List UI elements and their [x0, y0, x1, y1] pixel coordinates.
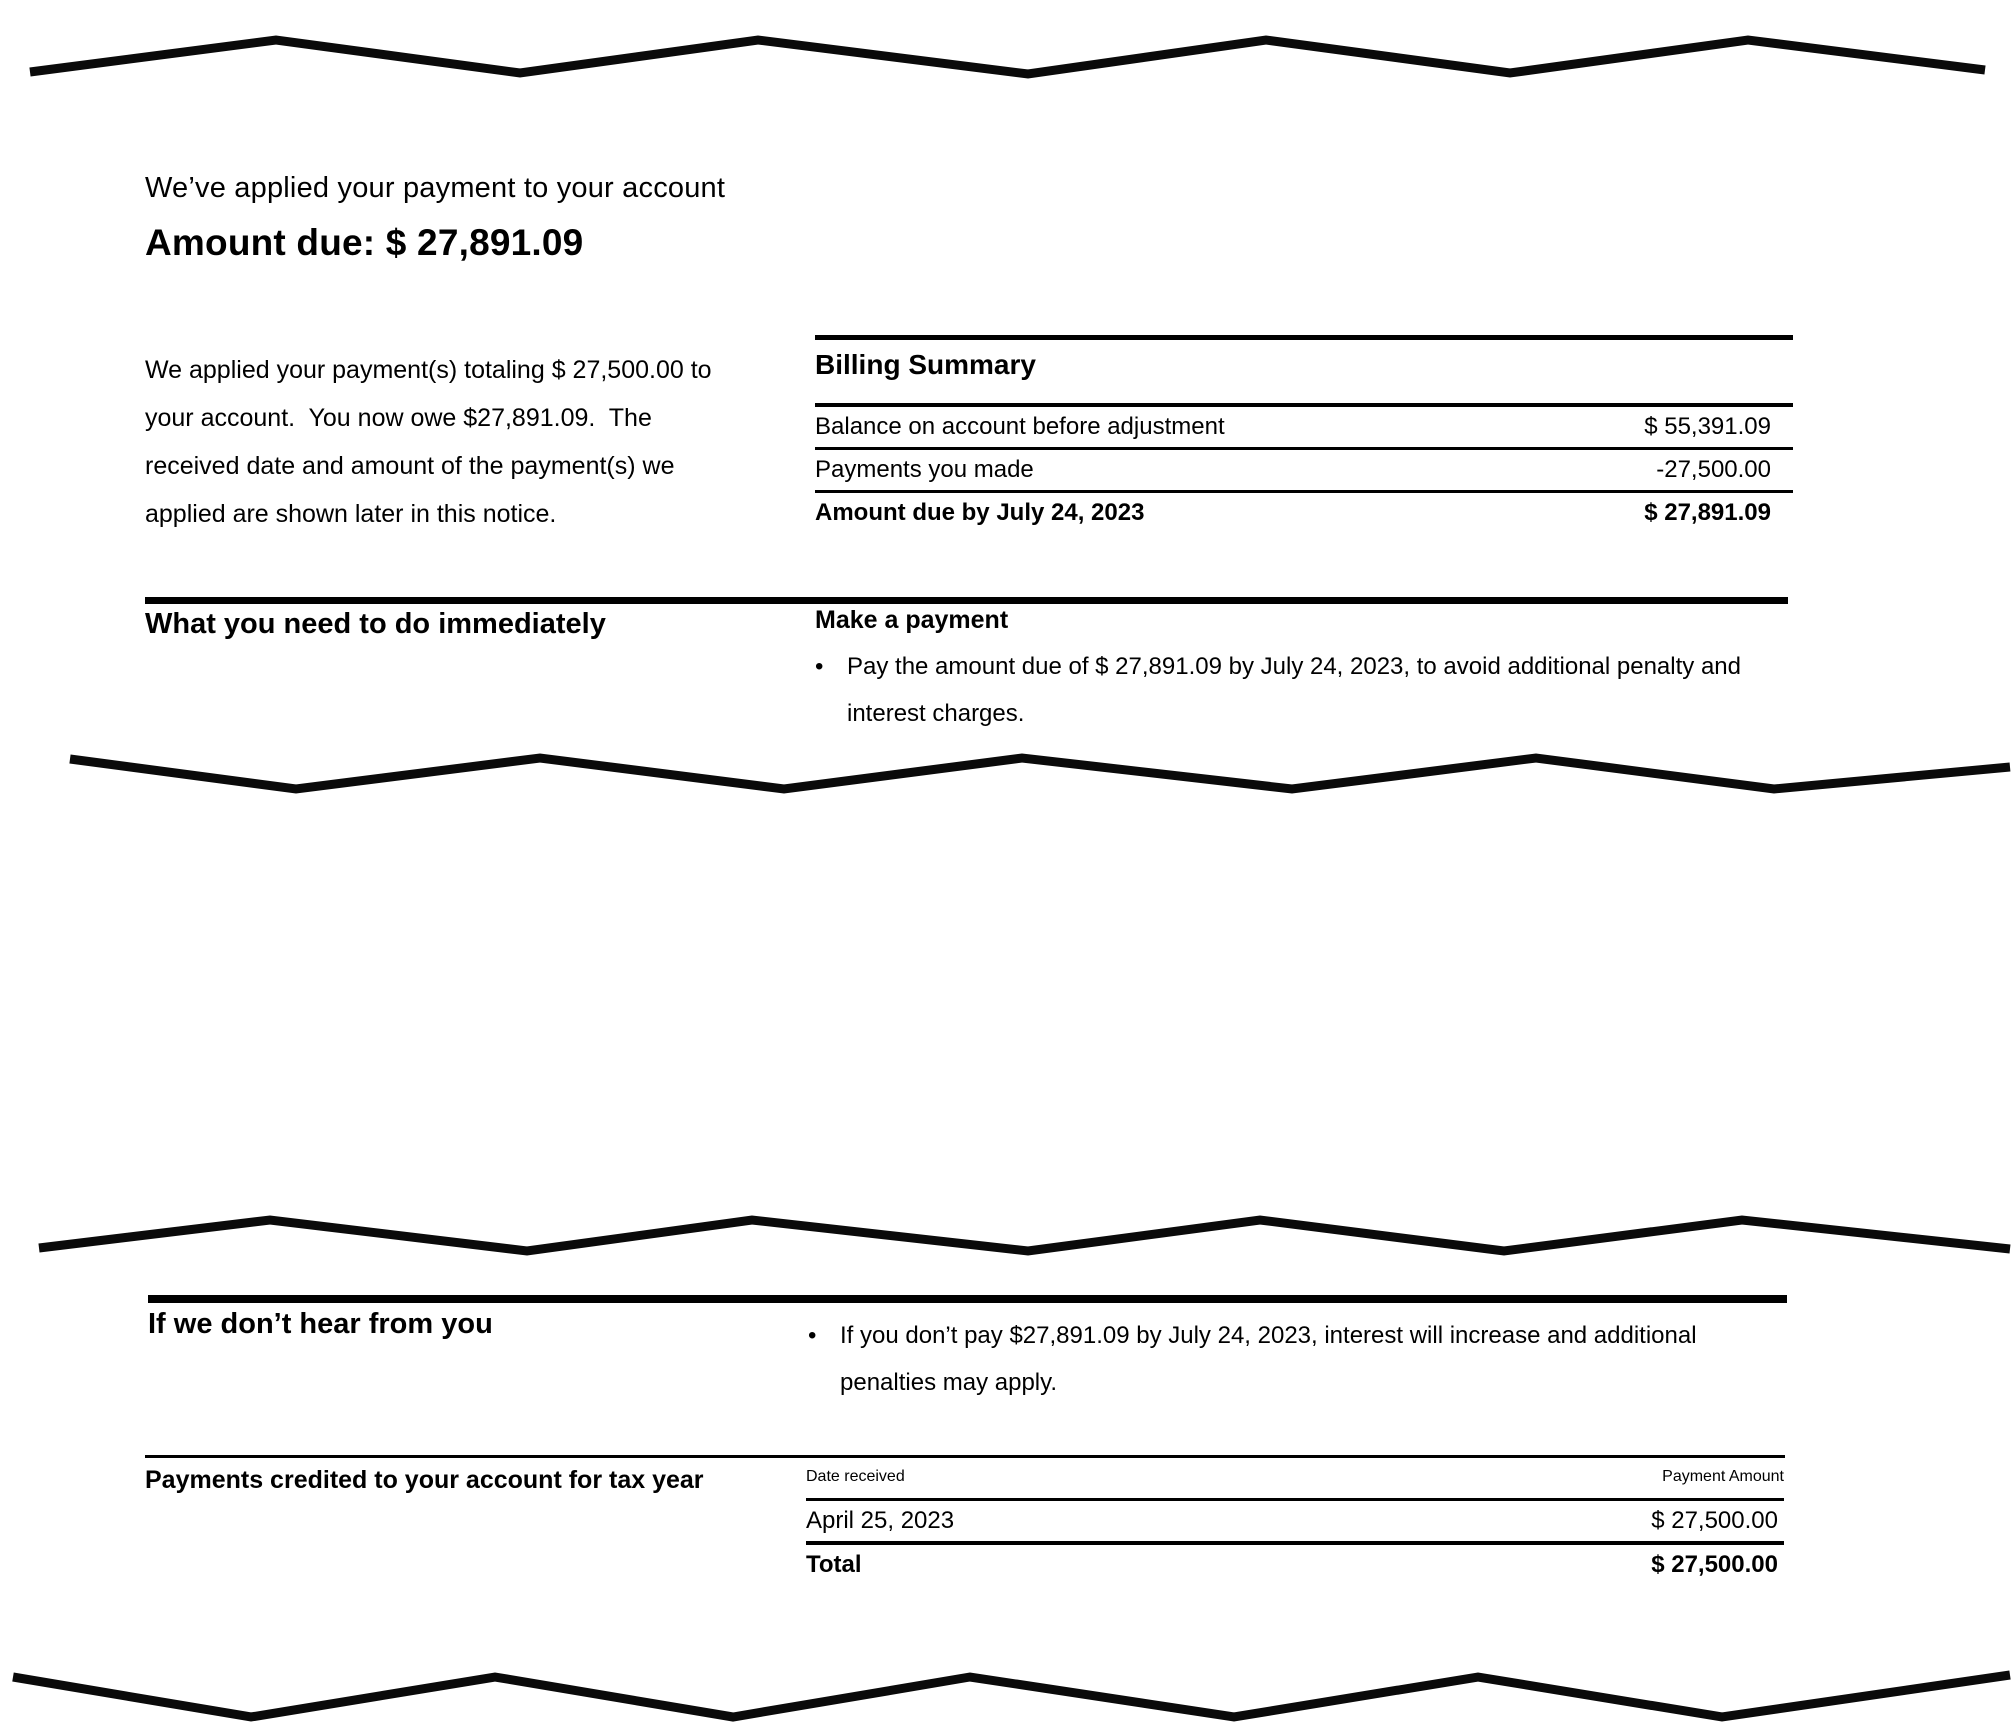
torn-edge-bottom — [0, 1648, 2015, 1723]
table-row-total — [806, 1545, 1784, 1585]
row-amount: -27,500.00 — [1656, 456, 1771, 483]
section-heading-no-response: If we don’t hear from you — [148, 1308, 493, 1340]
section-divider — [145, 1455, 1785, 1458]
payment-summary-paragraph: We applied your payment(s) totaling $ 27,500.00 to your account. You now owe $27,891.09. The received date and amount of the payment(s) we applied are shown later in this notice. — [145, 356, 719, 528]
bullet-text: Pay the amount due of $ 27,891.09 by July 24, 2023, to avoid additional penalty and interest charges. — [847, 653, 1741, 727]
section-heading-immediate: What you need to do immediately — [145, 608, 606, 640]
billing-summary-title: Billing Summary — [815, 349, 1036, 380]
payments-table — [806, 1468, 1784, 1585]
section-heading-payments-credited: Payments credited to your account for tax year — [145, 1466, 704, 1494]
row-label: Balance on account before adjustment — [815, 413, 1225, 440]
date-received-header: Date received — [806, 1468, 905, 1485]
total-label: Total — [806, 1551, 862, 1578]
notice-subtitle: We’ve applied your payment to your account — [145, 172, 726, 204]
table-row — [815, 407, 1793, 447]
total-amount: $ 27,500.00 — [1651, 1551, 1778, 1578]
list-item — [808, 1312, 1760, 1406]
billing-summary-table — [815, 335, 1793, 533]
row-amount: $ 55,391.09 — [1644, 413, 1771, 440]
no-response-section-body — [808, 1312, 1760, 1406]
make-a-payment-subheading: Make a payment — [815, 606, 1009, 634]
table-row — [815, 450, 1793, 490]
row-label: Payments you made — [815, 456, 1034, 483]
bullet-text: If you don’t pay $27,891.09 by July 24, 2023, interest will increase and additional penalties may apply. — [840, 1322, 1697, 1396]
row-amount: $ 27,891.09 — [1644, 499, 1771, 526]
immediate-section-body — [815, 606, 1825, 737]
table-row — [806, 1501, 1784, 1541]
torn-edge-middle-lower — [0, 1210, 2015, 1272]
payment-amount: $ 27,500.00 — [1651, 1507, 1778, 1534]
amount-due-heading: Amount due: $ 27,891.09 — [145, 222, 584, 263]
torn-edge-middle-upper — [0, 742, 2015, 804]
payment-date: April 25, 2023 — [806, 1507, 955, 1534]
section-divider — [145, 597, 1788, 604]
table-row-total — [815, 493, 1793, 533]
list-item — [815, 643, 1825, 737]
payment-amount-header: Payment Amount — [1662, 1468, 1784, 1485]
bullet-icon: • — [808, 1322, 817, 1349]
bullet-icon: • — [815, 653, 824, 680]
torn-edge-top — [0, 28, 2015, 120]
table-header-row — [806, 1468, 1784, 1498]
row-label: Amount due by July 24, 2023 — [815, 499, 1145, 526]
section-divider — [148, 1295, 1787, 1303]
